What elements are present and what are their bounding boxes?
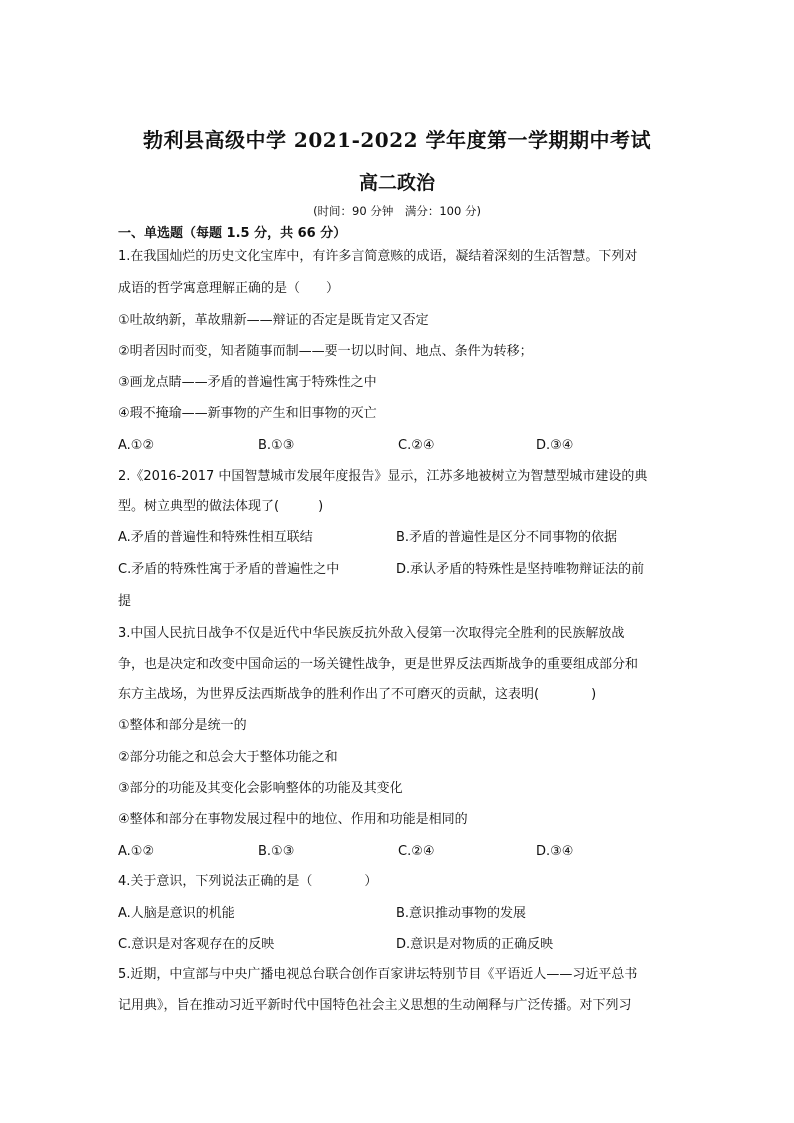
q1-option-c: C.②④ — [398, 438, 435, 453]
q3-stem-line3: 东方主战场，为世界反法西斯战争的胜利作出了不可磨灭的贡献，这表明( ) — [118, 687, 597, 702]
q3-item-3: ③部分的功能及其变化会影响整体的功能及其变化 — [118, 781, 403, 796]
exam-title: 勃利县高级中学 2021-2022 学年度第一学期期中考试 — [142, 128, 652, 152]
q1-item-3: ③画龙点睛——矛盾的普遍性寓于特殊性之中 — [118, 375, 377, 390]
q3-item-1: ①整体和部分是统一的 — [118, 718, 247, 733]
q1-option-b: B.①③ — [258, 438, 295, 453]
q1-item-4: ④瑕不掩瑜——新事物的产生和旧事物的灭亡 — [118, 406, 377, 421]
q1-option-d: D.③④ — [536, 438, 574, 453]
q4-stem: 4.关于意识，下列说法正确的是（ ） — [118, 874, 378, 889]
q3-option-c: C.②④ — [398, 844, 435, 859]
q3-item-4: ④整体和部分在事物发展过程中的地位、作用和功能是相同的 — [118, 812, 468, 827]
q4-option-b: B.意识推动事物的发展 — [396, 906, 527, 921]
q3-stem-line1: 3.中国人民抗日战争不仅是近代中华民族反抗外敌入侵第一次取得完全胜利的民族解放战 — [118, 626, 625, 641]
q4-option-c: C.意识是对客观存在的反映 — [118, 937, 275, 952]
q2-option-d: D.承认矛盾的特殊性是坚持唯物辩证法的前 — [396, 562, 645, 577]
q2-option-a: A.矛盾的普遍性和特殊性相互联结 — [118, 530, 313, 545]
q3-item-2: ②部分功能之和总会大于整体功能之和 — [118, 750, 338, 765]
q3-option-a: A.①② — [118, 844, 155, 859]
q1-stem-line2: 成语的哲学寓意理解正确的是（ ） — [118, 281, 340, 296]
exam-subject: 高二政治 — [358, 172, 435, 194]
q2-option-c: C.矛盾的特殊性寓于矛盾的普遍性之中 — [118, 562, 340, 577]
q3-stem-line2: 争，也是决定和改变中国命运的一场关键性战争，更是世界反法西斯战争的重要组成部分和 — [118, 657, 639, 672]
q3-option-d: D.③④ — [536, 844, 574, 859]
q3-option-b: B.①③ — [258, 844, 295, 859]
q2-option-d-continued: 提 — [118, 594, 132, 609]
q1-stem-line1: 1.在我国灿烂的历史文化宝库中，有许多言简意赅的成语，凝结着深刻的生活智慧。下列对 — [118, 249, 638, 264]
q2-option-b: B.矛盾的普遍性是区分不同事物的依据 — [396, 530, 618, 545]
q2-stem-line1: 2.《2016-2017 中国智慧城市发展年度报告》显示，江苏多地被树立为智慧型城市建设的典 — [118, 469, 648, 484]
q1-item-1: ①吐故纳新，革故鼎新——辩证的否定是既肯定又否定 — [118, 313, 429, 328]
q5-stem-line2: 记用典》，旨在推动习近平新时代中国特色社会主义思想的生动阐释与广泛传播。对下列习 — [118, 998, 632, 1013]
q4-option-a: A.人脑是意识的机能 — [118, 906, 235, 921]
section-heading: 一、单选题（每题 1.5 分，共 66 分） — [118, 226, 347, 241]
q4-option-d: D.意识是对物质的正确反映 — [396, 937, 554, 952]
exam-time-score: (时间：90 分钟 满分：100 分) — [313, 204, 481, 218]
q1-item-2: ②明者因时而变，知者随事而制——要一切以时间、地点、条件为转移； — [118, 344, 533, 359]
q5-stem-line1: 5.近期，中宣部与中央广播电视总台联合创作百家讲坛特别节目《平语近人——习近平总书 — [118, 967, 638, 982]
q2-stem-line2: 型。树立典型的做法体现了( ) — [118, 499, 324, 514]
q1-option-a: A.①② — [118, 438, 155, 453]
